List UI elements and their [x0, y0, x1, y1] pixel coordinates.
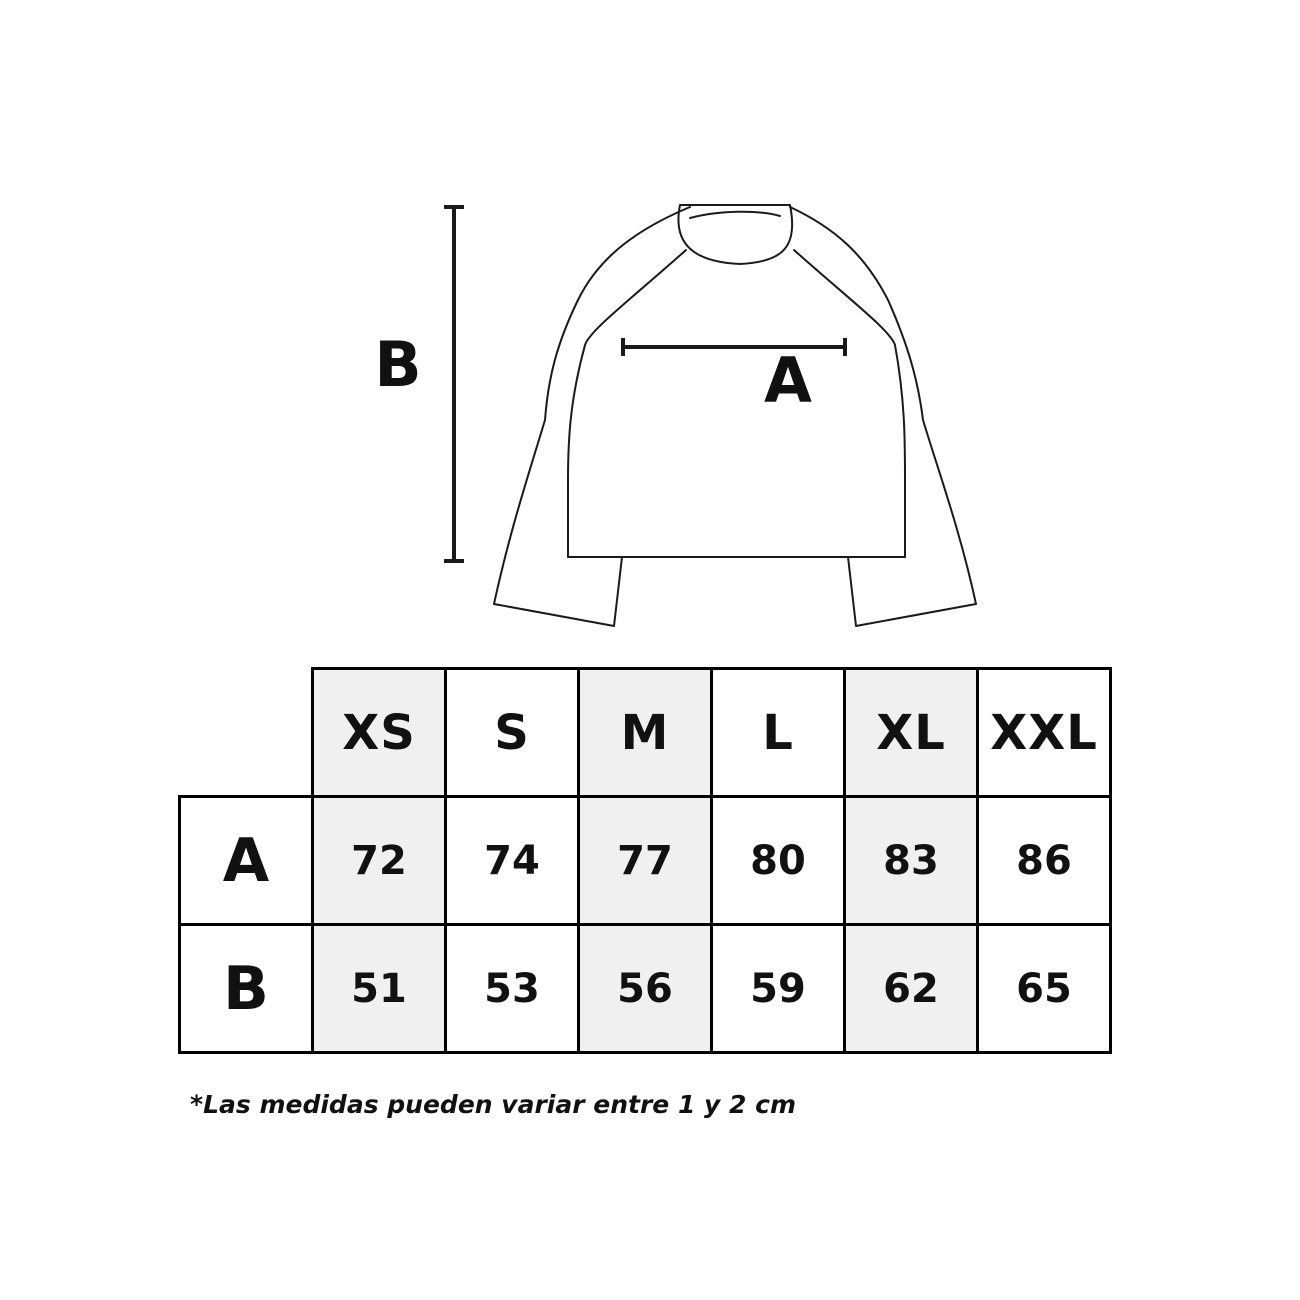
size-header-m: M [579, 669, 712, 797]
measure-b-label: B [374, 328, 422, 401]
table-cell: 56 [579, 925, 712, 1053]
table-cell: 86 [978, 797, 1111, 925]
row-label-b: B [180, 925, 313, 1053]
table-cell: 77 [579, 797, 712, 925]
size-header-s: S [446, 669, 579, 797]
measurement-note: *Las medidas pueden variar entre 1 y 2 cm [190, 1090, 797, 1119]
measure-a-label: A [764, 344, 812, 417]
size-header-l: L [712, 669, 845, 797]
size-header-xl: XL [845, 669, 978, 797]
measure-b-line [444, 207, 464, 561]
sweatshirt-outline [494, 205, 976, 626]
table-row [180, 797, 1111, 925]
table-cell: 74 [446, 797, 579, 925]
size-header-xxl: XXL [978, 669, 1111, 797]
table-cell: 59 [712, 925, 845, 1053]
corner-cell [180, 669, 313, 797]
size-header-row [180, 669, 1111, 797]
table-row [180, 925, 1111, 1053]
table-cell: 72 [313, 797, 446, 925]
table-cell: 51 [313, 925, 446, 1053]
size-header-xs: XS [313, 669, 446, 797]
table-cell: 62 [845, 925, 978, 1053]
row-label-a: A [180, 797, 313, 925]
table-cell: 83 [845, 797, 978, 925]
table-cell: 80 [712, 797, 845, 925]
table-cell: 65 [978, 925, 1111, 1053]
size-chart-table [178, 667, 1112, 1054]
table-cell: 53 [446, 925, 579, 1053]
